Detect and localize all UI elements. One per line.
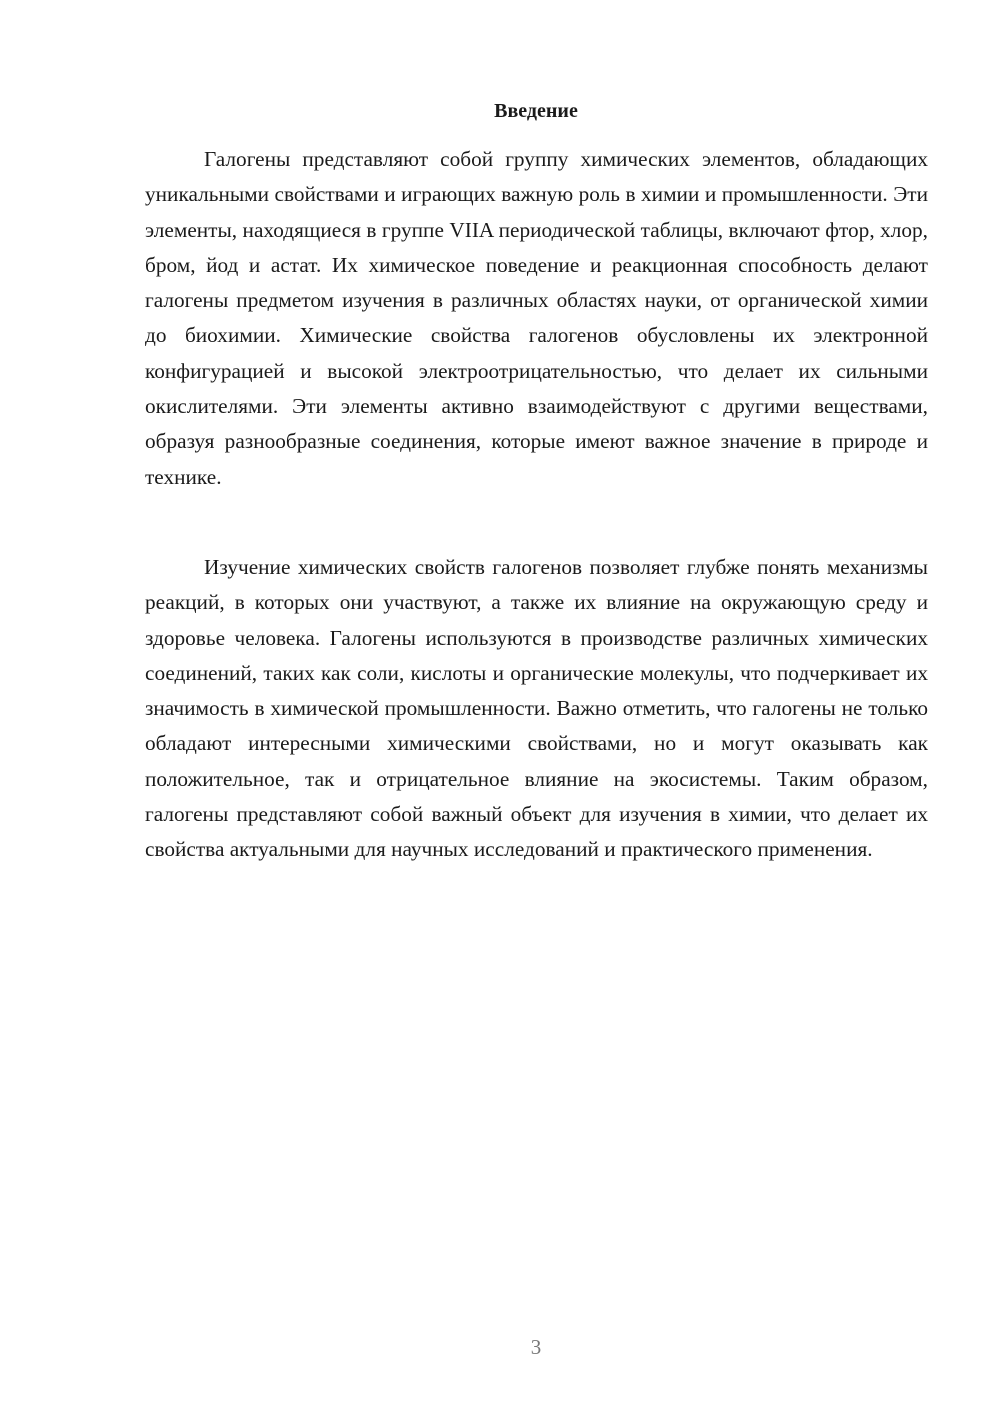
section-heading: Введение bbox=[494, 100, 578, 122]
page-number: 3 bbox=[530, 1335, 542, 1359]
paragraph-2: Изучение химических свойств галогенов позволяет глубже понять механизмы реакций, в которых они участвуют, а также их влияние на окружающую среду и здоровье человека. Галогены используются в производстве различных химических соединений, таких как соли, кислоты и органические молекулы, что подчеркивает их значимость в химической промышленности. Важно отметить, что галогены не только обладают интересными химическими свойствами, но и могут оказывать как положительное, так и отрицательное влияние на экосистемы. Таким образом, галогены представляют собой важный объект для изучения в химии, что делает их свойства актуальными для научных исследований и практического применения. bbox=[145, 555, 928, 862]
paragraph-1: Галогены представляют собой группу химических элементов, обладающих уникальными свойствами и играющих важную роль в химии и промышленности. Эти элементы, находящиеся в группе VIIA периодической таблицы, включают фтор, хлор, бром, йод и астат. Их химическое поведение и реакционная способность делают галогены предметом изучения в различных областях науки, от органической химии до биохимии. Химические свойства галогенов обусловлены их электронной конфигурацией и высокой электроотрицательностью, что делает их сильными окислителями. Эти элементы активно взаимодействуют с другими веществами, образуя разнообразные соединения, которые имеют важное значение в природе и технике. bbox=[145, 147, 928, 489]
